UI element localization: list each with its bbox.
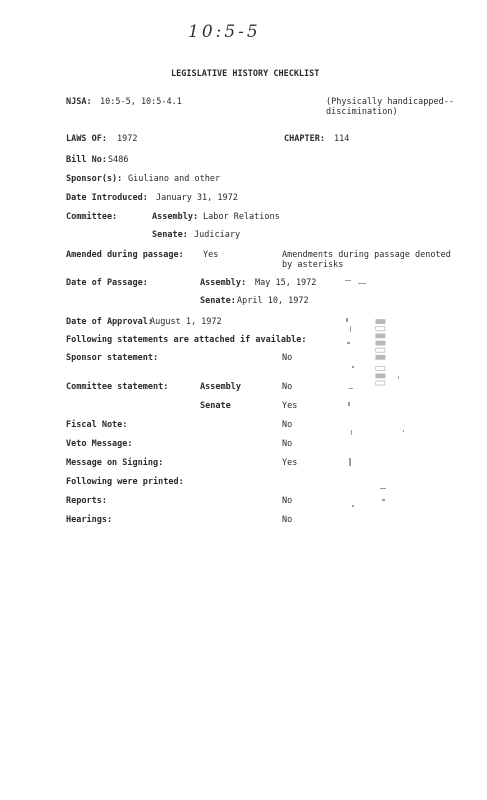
date-of-approval-value: August 1, 1972	[150, 317, 222, 327]
njsa-label: NJSA:	[66, 97, 92, 107]
date-of-approval-label: Date of Approval:	[66, 317, 153, 327]
njsa-note-line2: discimination)	[326, 107, 398, 117]
date-introduced-label: Date Introduced:	[66, 193, 148, 203]
reports-value: No	[282, 496, 293, 506]
veto-message-value: No	[282, 439, 293, 449]
sponsor-statement-value: No	[282, 353, 293, 363]
amended-value: Yes	[203, 250, 219, 260]
chapter-label: CHAPTER:	[284, 134, 325, 144]
amended-note-line1: Amendments during passage denoted	[282, 250, 451, 260]
amended-note-line2: by asterisks	[282, 260, 344, 270]
veto-message-label: Veto Message:	[66, 439, 133, 449]
date-introduced-value: January 31, 1972	[156, 193, 238, 203]
passage-assembly-label: Assembly:	[200, 278, 247, 288]
hearings-value: No	[282, 515, 293, 525]
njsa-note-line1: (Physically handicapped--	[326, 97, 454, 107]
laws-of-label: LAWS OF:	[66, 134, 107, 144]
following-statements-heading: Following statements are attached if available:	[66, 335, 307, 345]
hearings-label: Hearings:	[66, 515, 113, 525]
message-on-signing-value: Yes	[282, 458, 298, 468]
committee-senate-label: Senate:	[152, 230, 188, 240]
faded-stamp-mark: ▮▯▮▮▯▮ ▯▮▯	[373, 318, 388, 387]
message-on-signing-label: Message on Signing:	[66, 458, 164, 468]
committee-statement-assembly-label: Assembly	[200, 382, 241, 392]
committee-senate-value: Judiciary	[194, 230, 241, 240]
chapter-value: 114	[334, 134, 350, 144]
passage-assembly-value: May 15, 1972	[255, 278, 317, 288]
amended-label: Amended during passage:	[66, 250, 184, 260]
bill-no-value: S486	[108, 155, 129, 165]
following-printed-heading: Following were printed:	[66, 477, 184, 487]
njsa-value: 10:5-5, 10:5-4.1	[100, 97, 182, 107]
handwritten-code: 10:5-5	[188, 22, 261, 42]
fiscal-note-value: No	[282, 420, 293, 430]
sponsors-label: Sponsor(s):	[66, 174, 123, 184]
bill-no-label: Bill No:	[66, 155, 107, 165]
passage-senate-label: Senate:	[200, 296, 236, 306]
committee-assembly-value: Labor Relations	[203, 212, 280, 222]
committee-statement-assembly-value: No	[282, 382, 293, 392]
committee-label: Committee:	[66, 212, 118, 222]
sponsors-value: Giuliano and other	[128, 174, 221, 184]
sponsor-statement-label: Sponsor statement:	[66, 353, 159, 363]
committee-statement-label: Committee statement:	[66, 382, 169, 392]
reports-label: Reports:	[66, 496, 107, 506]
committee-statement-senate-value: Yes	[282, 401, 298, 411]
laws-of-value: 1972	[117, 134, 138, 144]
committee-assembly-label: Assembly:	[152, 212, 199, 222]
fiscal-note-label: Fiscal Note:	[66, 420, 128, 430]
committee-statement-senate-label: Senate	[200, 401, 231, 411]
passage-senate-value: April 10, 1972	[237, 296, 309, 306]
date-of-passage-label: Date of Passage:	[66, 278, 148, 288]
page-title: LEGISLATIVE HISTORY CHECKLIST	[171, 69, 320, 79]
